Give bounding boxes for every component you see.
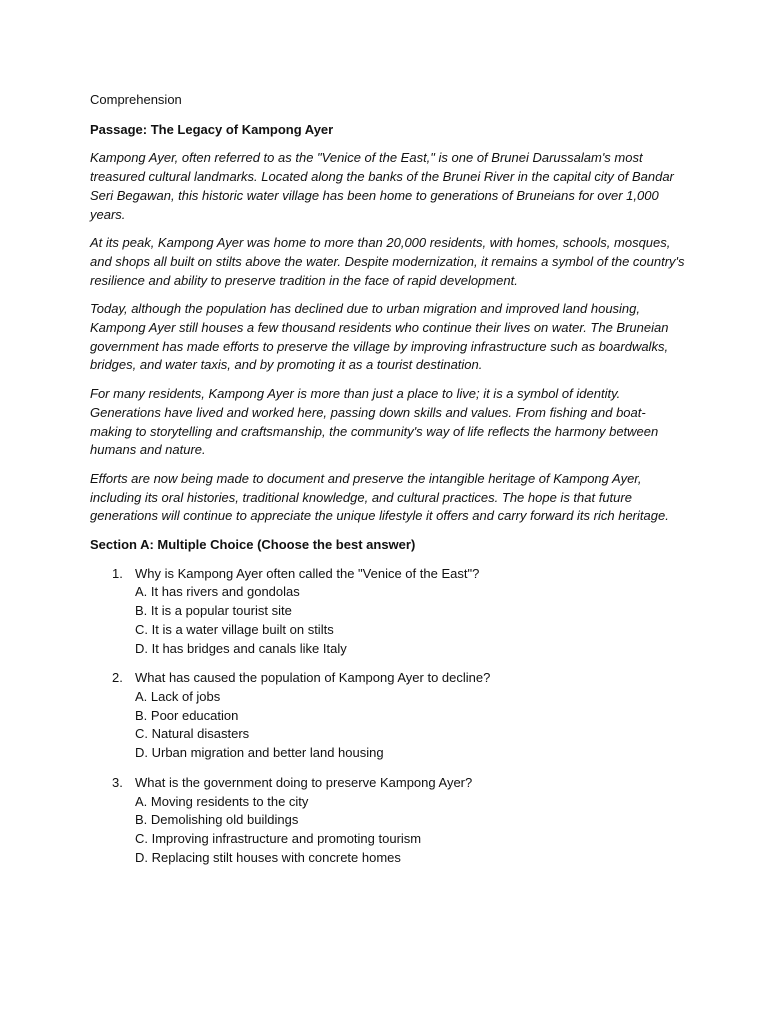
question-item xyxy=(90,565,685,659)
answer-option: A. It has rivers and gondolas xyxy=(135,584,300,600)
passage-paragraph: Efforts are now being made to document and preserve the intangible heritage of Kampong Ayer, including its oral histories, traditional knowledge, and cultural practices. The hope is that future generations will continue to appreciate the unique lifestyle it offers and carry forward its rich heritage. xyxy=(90,470,669,524)
answer-option: C. Natural disasters xyxy=(135,726,250,742)
answer-option: D. Replacing stilt houses with concrete homes xyxy=(135,849,401,865)
passage-paragraph: For many residents, Kampong Ayer is more than just a place to live; it is a symbol of identity. Generations have lived and worked here, passing down skills and values. From fishing and boat-making to storytelling and craftsmanship, the community's way of life reflects the harmony between humans and nature. xyxy=(90,386,659,458)
answer-option: B. Demolishing old buildings xyxy=(135,812,299,828)
section-a-title: Section A: Multiple Choice (Choose the best answer) xyxy=(90,537,416,553)
answer-option: A. Lack of jobs xyxy=(135,688,221,704)
answer-option: B. Poor education xyxy=(135,707,239,723)
question-list xyxy=(90,565,685,868)
passage-paragraph: At its peak, Kampong Ayer was home to more than 20,000 residents, with homes, schools, mosques, and shops all built on stilts above the water. Despite modernization, it remains a symbol of the country's resilience and ability to preserve tradition in the face of rapid development. xyxy=(90,235,685,288)
question-text: What is the government doing to preserve Kampong Ayer? xyxy=(135,774,473,790)
question-number: 3. xyxy=(112,774,123,790)
question-number: 2. xyxy=(112,670,123,686)
answer-option: C. Improving infrastructure and promoting tourism xyxy=(135,830,422,846)
answer-option: A. Moving residents to the city xyxy=(135,793,309,809)
answer-option: D. Urban migration and better land housing xyxy=(135,745,384,761)
document-heading: Comprehension xyxy=(90,92,182,107)
passage-paragraph: Kampong Ayer, often referred to as the "Venice of the East," is one of Brunei Darussalam's most treasured cultural landmarks. Located along the banks of the Brunei River in the capital city of Bandar Seri Begawan, this historic water village has been home to generations of Bruneians for over 1,000 years. xyxy=(90,150,674,222)
answer-option: C. It is a water village built on stilts xyxy=(135,621,334,637)
answer-option: D. It has bridges and canals like Italy xyxy=(135,640,347,656)
document-page xyxy=(90,91,685,878)
passage-paragraph: Today, although the population has declined due to urban migration and improved land housing, Kampong Ayer still houses a few thousand residents who continue their lives on water. The Bruneian government has made efforts to preserve the village by improving infrastructure such as boardwalks, bridges, and water taxis, and by promoting it as a tourist destination. xyxy=(90,301,669,373)
passage-title: Passage: The Legacy of Kampong Ayer xyxy=(90,121,334,137)
question-number: 1. xyxy=(112,565,123,581)
answer-option: B. It is a popular tourist site xyxy=(135,603,292,619)
question-item xyxy=(90,669,685,763)
question-text: Why is Kampong Ayer often called the "Venice of the East"? xyxy=(135,565,480,581)
question-text: What has caused the population of Kampong Ayer to decline? xyxy=(135,670,491,686)
question-item xyxy=(90,774,685,868)
